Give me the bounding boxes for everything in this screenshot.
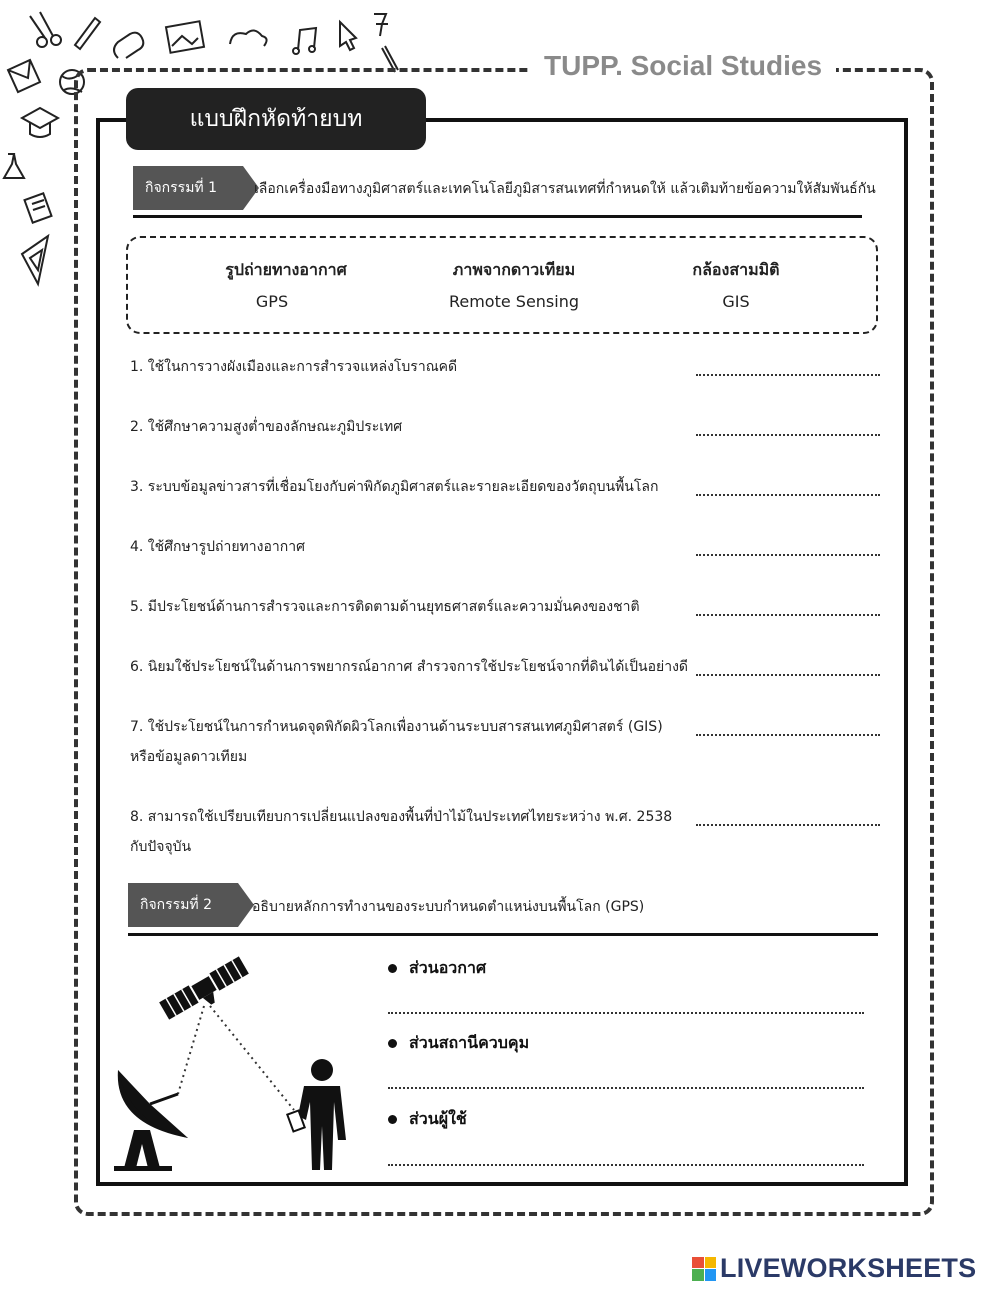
person-icon [287, 1059, 346, 1170]
answer-line-control[interactable] [388, 1087, 864, 1089]
answer-line-space[interactable] [388, 1012, 864, 1014]
music-note-icon [293, 28, 316, 54]
flask-icon [4, 154, 24, 178]
activity-1-tag: กิจกรรมที่ 1 [133, 166, 243, 210]
page-title: แบบฝึกหัดท้ายบท [126, 88, 426, 150]
option-stereoscope: กล้องสามมิติ [692, 260, 780, 279]
question-1: 1. ใช้ในการวางผังเมืองและการสำรวจแหล่งโบราณคดี [130, 359, 458, 375]
gps-part-control: ส่วนสถานีควบคุม [388, 1031, 529, 1056]
cloud-icon [230, 30, 267, 46]
answer-field-1[interactable] [696, 362, 880, 376]
bullet-icon [388, 1039, 397, 1048]
question-4: 4. ใช้ศึกษารูปถ่ายทางอากาศ [130, 539, 305, 555]
signal-lines [178, 1006, 294, 1110]
bullet-icon [388, 964, 397, 973]
option-gps: GPS [255, 292, 289, 311]
answer-field-4[interactable] [696, 542, 880, 556]
answer-field-8[interactable] [696, 812, 880, 826]
options-box [126, 236, 878, 334]
liveworksheets-logo-text: LIVEWORKSHEETS [720, 1253, 977, 1283]
answer-line-user[interactable] [388, 1164, 864, 1166]
option-aerial-photo: รูปถ่ายทางอากาศ [225, 260, 347, 279]
paperclip-icon [114, 33, 143, 58]
set-square-icon [22, 236, 48, 284]
envelope-icon [8, 60, 40, 92]
question-2: 2. ใช้ศึกษาความสูงต่ำของลักษณะภูมิประเทศ [130, 419, 403, 435]
question-6: 6. นิยมใช้ประโยชน์ในด้านการพยากรณ์อากาศ สำรวจการใช้ประโยชน์จากที่ดินได้เป็นอย่างดี [130, 659, 688, 675]
answer-field-3[interactable] [696, 482, 880, 496]
answer-field-5[interactable] [696, 602, 880, 616]
answer-field-7[interactable] [696, 722, 880, 736]
liveworksheets-logo-icon [692, 1257, 716, 1281]
gps-part-user: ส่วนผู้ใช้ [388, 1107, 467, 1132]
activity-2-tag: กิจกรรมที่ 2 [128, 883, 238, 927]
bullet-icon [388, 1115, 397, 1124]
answer-field-6[interactable] [696, 662, 880, 676]
satellite-icon [159, 956, 253, 1026]
activity-2-instruction: อธิบายหลักการทำงานของระบบกำหนดตำแหน่งบนพื้นโลก (GPS) [252, 899, 645, 915]
question-8: 8. สามารถใช้เปรียบเทียบการเปลี่ยนแปลงของพื้นที่ป่าไม้ในประเทศไทยระหว่าง พ.ศ. 2538 กับปัจจุบัน [130, 809, 673, 855]
pin-icon [374, 14, 388, 36]
question-5: 5. มีประโยชน์ด้านการสำรวจและการติดตามด้านยุทธศาสตร์และความมั่นคงของชาติ [130, 599, 640, 615]
gps-illustration [100, 944, 380, 1180]
liveworksheets-logo[interactable] [692, 1253, 976, 1284]
scissors-icon [30, 12, 61, 47]
question-7: 7. ใช้ประโยชน์ในการกำหนดจุดพิกัดผิวโลกเพื่องานด้านระบบสารสนเทศภูมิศาสตร์ (GIS) หรือข้อมูลดาวเทียม [130, 719, 663, 765]
cursor-icon [340, 22, 356, 50]
activity-1-rule [133, 215, 862, 218]
satellite-dish-icon [114, 1070, 188, 1171]
brand-label: TUPP. Social Studies [530, 50, 836, 82]
option-gis: GIS [722, 292, 750, 311]
picture-icon [166, 21, 204, 53]
option-remote-sensing: Remote Sensing [448, 292, 580, 311]
answer-field-2[interactable] [696, 422, 880, 436]
gps-part-space: ส่วนอวกาศ [388, 956, 486, 981]
calculator-icon [24, 193, 51, 222]
activity-2-rule [128, 933, 878, 936]
activity-1-instruction: เลือกเครื่องมือทางภูมิศาสตร์และเทคโนโลยีภูมิสารสนเทศที่กำหนดให้ แล้วเติมท้ายข้อความให้สัมพันธ์กัน [254, 181, 876, 197]
question-3: 3. ระบบข้อมูลข่าวสารที่เชื่อมโยงกับค่าพิกัดภูมิศาสตร์และรายละเอียดของวัตถุบนพื้นโลก [130, 479, 659, 495]
option-satellite-image: ภาพจากดาวเทียม [452, 260, 576, 279]
graduation-cap-icon [22, 108, 58, 137]
pencil-icon [75, 18, 100, 49]
